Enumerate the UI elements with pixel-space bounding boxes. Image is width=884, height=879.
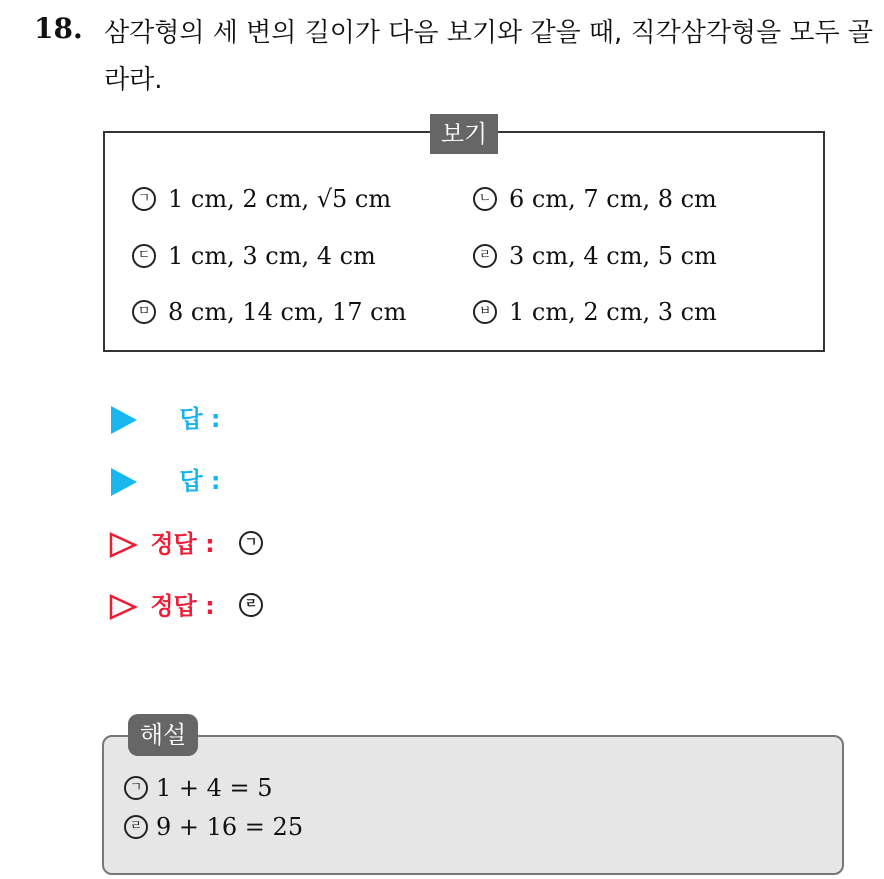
answer-label: 답 : <box>179 405 221 433</box>
bogi-item-text: 6 cm, 7 cm, 8 cm <box>509 185 717 213</box>
circled-mark: ㄴ <box>473 187 497 211</box>
correct-label: 정답 : <box>150 592 215 620</box>
outline-triangle-icon <box>108 531 138 559</box>
outline-triangle-icon <box>108 593 138 621</box>
circled-mark: ㄹ <box>124 815 148 839</box>
circled-mark: ㄱ <box>132 187 156 211</box>
explanation-text: 9 + 16 = 25 <box>156 813 304 841</box>
circled-mark: ㄹ <box>239 593 263 617</box>
filled-triangle-icon <box>111 406 137 434</box>
answer-label: 답 : <box>179 467 221 495</box>
bogi-title: 보기 <box>430 114 498 154</box>
bogi-item-3 <box>132 240 376 272</box>
correct-answer-row <box>108 588 275 624</box>
bogi-item-text: 8 cm, 14 cm, 17 cm <box>168 298 407 326</box>
bogi-item-text: 1 cm, 2 cm, √5 cm <box>168 185 392 213</box>
bogi-item-6 <box>473 296 717 328</box>
bogi-item-2 <box>473 183 717 215</box>
question-number: 18. <box>34 12 83 45</box>
bogi-item-4 <box>473 240 717 272</box>
circled-mark: ㄱ <box>124 776 148 800</box>
explanation-line-2 <box>124 810 303 844</box>
circled-mark: ㄷ <box>132 244 156 268</box>
bogi-item-text: 1 cm, 3 cm, 4 cm <box>168 242 376 270</box>
explanation-line-1 <box>124 771 273 805</box>
bogi-item-1 <box>132 183 391 215</box>
explanation-box <box>102 735 844 875</box>
answer-row <box>108 463 221 499</box>
bogi-item-text: 1 cm, 2 cm, 3 cm <box>509 298 717 326</box>
circled-mark: ㅁ <box>132 300 156 324</box>
bogi-item-text: 3 cm, 4 cm, 5 cm <box>509 242 717 270</box>
circled-mark: ㄹ <box>473 244 497 268</box>
filled-triangle-icon <box>111 468 137 496</box>
explanation-text: 1 + 4 = 5 <box>156 774 273 802</box>
correct-label: 정답 : <box>150 530 215 558</box>
question-text: 삼각형의 세 변의 길이가 다음 보기와 같을 때, 직각삼각형을 모두 골라라. <box>104 18 874 95</box>
circled-mark: ㄱ <box>239 531 263 555</box>
explanation-title: 해설 <box>128 714 198 756</box>
circled-mark: ㅂ <box>473 300 497 324</box>
bogi-item-5 <box>132 296 406 328</box>
answer-row <box>108 401 221 437</box>
correct-answer-row <box>108 526 275 562</box>
